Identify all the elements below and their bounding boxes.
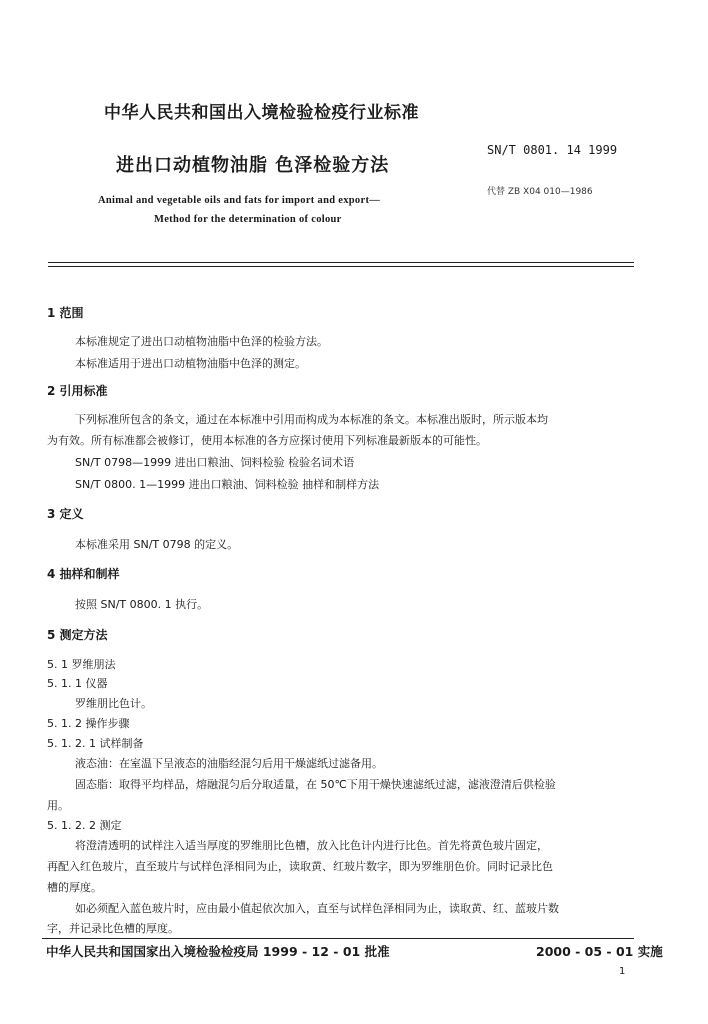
solid-fat-paragraph-line2: 用。 [47,799,69,812]
document-title-cn: 进出口动植物油脂 色泽检验方法 [116,155,390,176]
replaces-standard: 代替 ZB X04 010—1986 [487,187,593,197]
section-2-reference-1: SN/T 0798—1999 进出口粮油、饲料检验 检验名词术语 [75,456,355,469]
standard-number: SN/T 0801. 14 1999 [487,143,618,157]
subsection-5-1-2-1: 5. 1. 2. 1 试样制备 [47,737,144,750]
footer-divider [42,938,634,939]
subsection-5-1-1: 5. 1. 1 仪器 [47,677,108,690]
blue-glass-paragraph-line1: 如必须配入蓝色玻片时，应由最小值起依次加入，直至与试样色泽相同为止，读取黄、红、蓝玻片数 [75,902,559,915]
section-5-title: 5 测定方法 [47,628,108,642]
measurement-paragraph-line2: 再配入红色玻片，直至玻片与试样色泽相同为止，读取黄、红玻片数字，即为罗维朋色价。同时记录比色 [47,860,553,873]
section-2-reference-2: SN/T 0800. 1—1999 进出口粮油、饲料检验 抽样和制样方法 [75,478,380,491]
subsection-5-1-1-paragraph: 罗维朋比色计。 [75,697,152,710]
subsection-5-1: 5. 1 罗维朋法 [47,658,116,671]
subsection-5-1-2-2: 5. 1. 2. 2 测定 [47,819,122,832]
implementation-date: 2000 - 05 - 01 实施 [536,944,663,959]
section-2-paragraph-line2: 为有效。所有标准都会被修订，使用本标准的各方应探讨使用下列标准最新版本的可能性。 [47,434,487,447]
section-2-title: 2 引用标准 [47,384,108,398]
header-divider-bottom [48,266,634,267]
subsection-5-1-2: 5. 1. 2 操作步骤 [47,717,130,730]
approval-line: 中华人民共和国国家出入境检验检疫局 1999 - 12 - 01 批准 [46,944,390,959]
blue-glass-paragraph-line2: 字，并记录比色槽的厚度。 [47,922,179,935]
section-1-title: 1 范围 [47,306,84,320]
liquid-oil-paragraph: 液态油：在室温下呈液态的油脂经混匀后用干燥滤纸过滤备用。 [75,757,383,770]
section-3-paragraph: 本标准采用 SN/T 0798 的定义。 [75,538,239,551]
section-3-title: 3 定义 [47,507,84,521]
document-title-en-line1: Animal and vegetable oils and fats for import and export— [98,195,381,206]
header-divider-top [48,262,634,263]
measurement-paragraph-line3: 槽的厚度。 [47,881,102,894]
section-4-paragraph: 按照 SN/T 0800. 1 执行。 [75,598,209,611]
section-1-paragraph-2: 本标准适用于进出口动植物油脂中色泽的测定。 [75,357,306,370]
section-1-paragraph-1: 本标准规定了进出口动植物油脂中色泽的检验方法。 [75,335,328,348]
section-4-title: 4 抽样和制样 [47,567,120,581]
organization-title: 中华人民共和国出入境检验检疫行业标准 [104,103,419,123]
section-2-paragraph-line1: 下列标准所包含的条文，通过在本标准中引用而构成为本标准的条文。本标准出版时，所示版本均 [75,413,548,426]
document-title-en-line2: Method for the determination of colour [154,214,342,225]
page-number: 1 [619,966,626,977]
measurement-paragraph-line1: 将澄清透明的试样注入适当厚度的罗维朋比色槽，放入比色计内进行比色。首先将黄色玻片固定， [75,839,548,852]
solid-fat-paragraph-line1: 固态脂：取得平均样品，熔融混匀后分取适量，在 50℃下用干燥快速滤纸过滤，滤液澄清后供检验 [75,778,556,791]
